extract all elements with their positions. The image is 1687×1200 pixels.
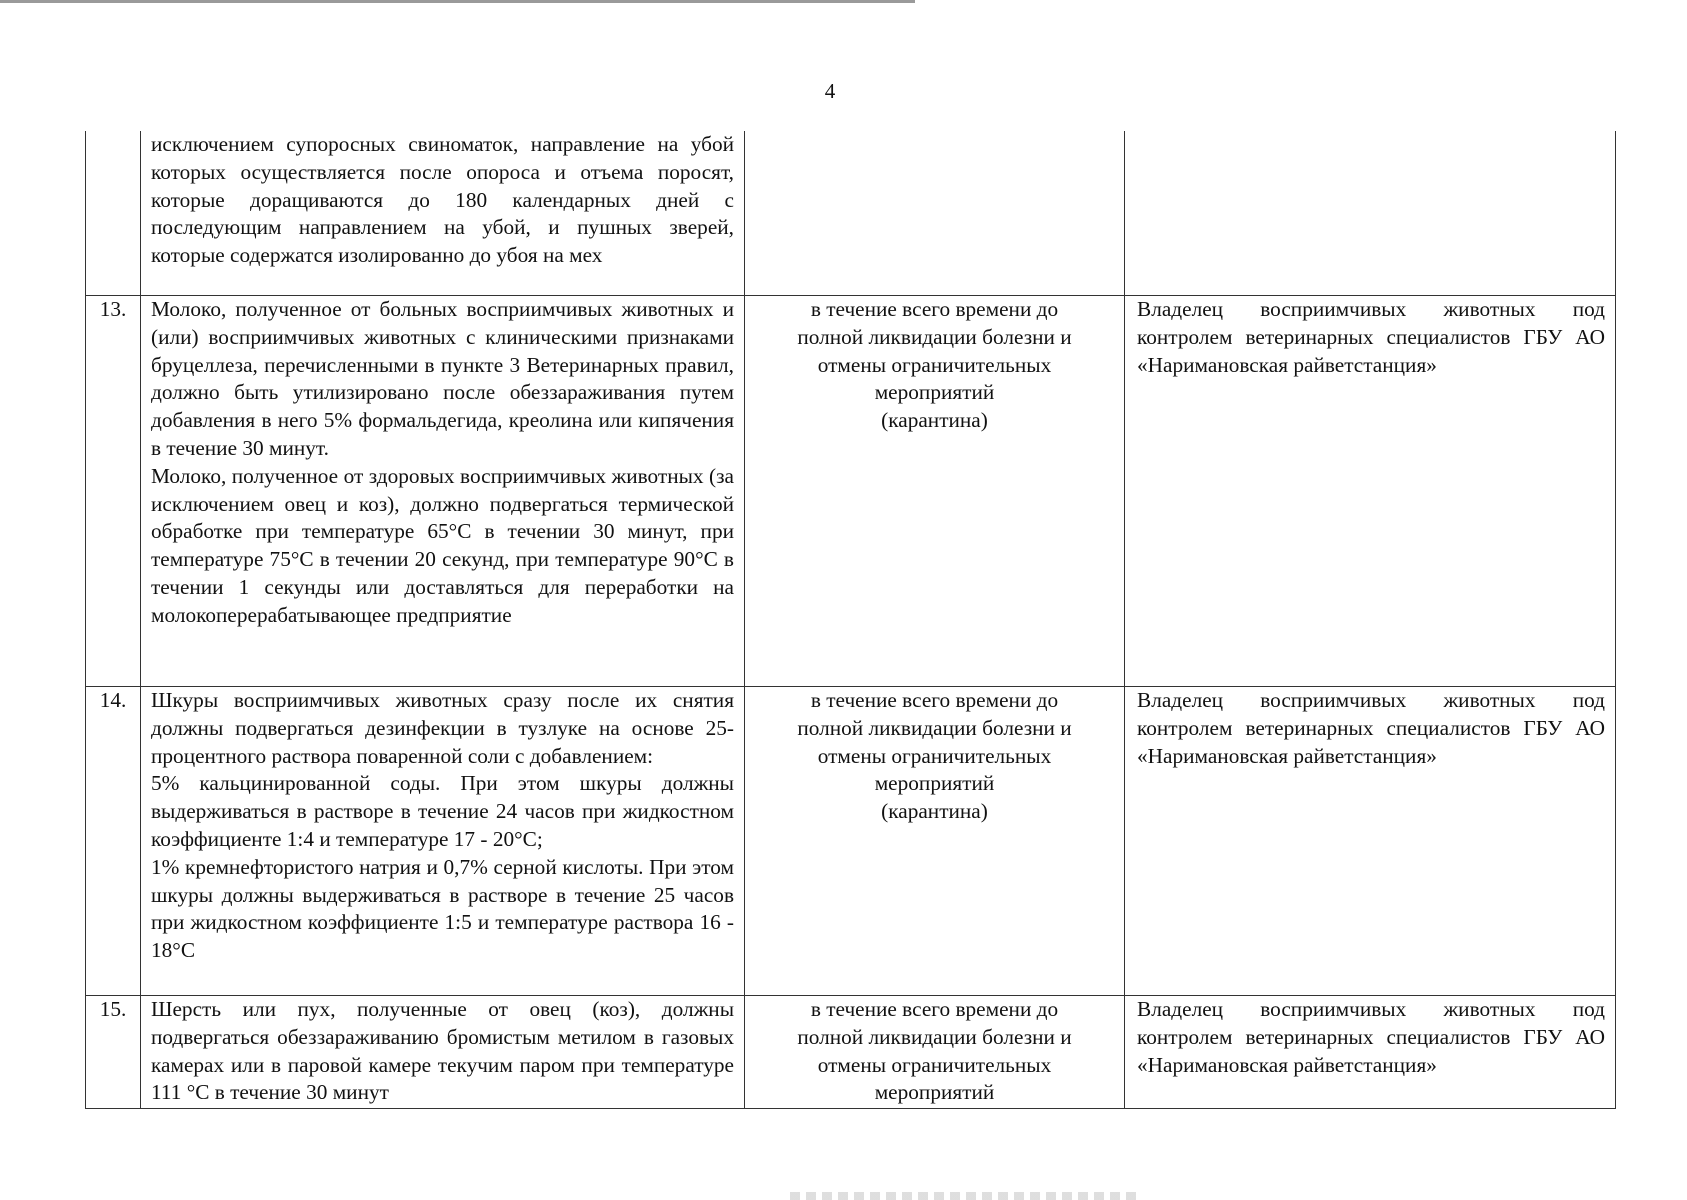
scan-edge-artifact [0,0,915,3]
table-row-15 [86,996,1616,1109]
measure-cell [141,687,745,996]
term-line: (карантина) [881,799,988,824]
row-number: 14. [86,687,141,996]
term-line: полной ликвидации болезни и [797,1024,1072,1049]
term-line: полной ликвидации болезни и [797,715,1072,740]
term-line: отмены ограничительных [817,743,1052,768]
responsible-cell [1125,131,1616,296]
row-number: 15. [86,996,141,1109]
measure-paragraph: 5% кальцинированной соды. При этом шкуры должны выдерживаться в растворе в течение 24 часов при жидкостном коэффициенте 1:4 и температуре 17 - 20°С; [151,771,734,851]
term-cell [745,996,1125,1109]
measure-paragraph: 1% кремнефтористого натрия и 0,7% серной кислоты. При этом шкуры должны выдерживаться в растворе в течение 25 часов при жидкостном коэффициенте 1:5 и температуре раствора 16 - 18°С [151,854,734,963]
term-line: мероприятий [874,771,995,796]
row-number [86,131,141,296]
page-number: 4 [824,79,836,103]
term-cell [745,296,1125,687]
responsible-cell: Владелец восприимчивых животных под контролем ветеринарных специалистов ГБУ АО «Наримановская райветстанция» [1125,996,1616,1109]
measures-table [85,131,1616,1109]
measure-paragraph: исключением супоросных свиноматок, направление на убой которых осуществляется после опороса и отъема поросят, которые доращиваются до 180 календарных дней с последующим направлением на убой, и пушных зверей, которые содержатся изолированно до убоя на мех [151,132,734,268]
term-line: мероприятий [874,380,995,405]
term-line: в течение всего времени до [810,997,1059,1021]
term-line: в течение всего времени до [810,297,1059,321]
term-line: мероприятий [874,1080,995,1105]
term-cell [745,131,1125,296]
term-line: (карантина) [881,408,988,433]
table-row-continuation [86,131,1616,296]
table-row-13 [86,296,1616,687]
measure-cell [141,996,745,1109]
row-number: 13. [86,296,141,687]
measure-paragraph: Шкуры восприимчивых животных сразу после их снятия должны подвергаться дезинфекции в тузлуке на основе 25-процентного раствора поваренной соли с добавлением: [151,688,734,768]
term-line: полной ликвидации болезни и [797,324,1072,349]
table-row-14 [86,687,1616,996]
measure-cell [141,131,745,296]
measure-paragraph: Молоко, полученное от больных восприимчивых животных и (или) восприимчивых животных с клиническими признаками бруцеллеза, перечисленными в пункте 3 Ветеринарных правил, должно быть утилизировано после обеззараживания путем добавления в него 5% формальдегида, креолина или кипячения в течение 30 минут. [151,297,734,460]
responsible-cell: Владелец восприимчивых животных под контролем ветеринарных специалистов ГБУ АО «Наримановская райветстанция» [1125,687,1616,996]
responsible-cell: Владелец восприимчивых животных под контролем ветеринарных специалистов ГБУ АО «Наримановская райветстанция» [1125,296,1616,687]
term-line: отмены ограничительных [817,1052,1052,1077]
term-cell [745,687,1125,996]
measure-paragraph: Молоко, полученное от здоровых восприимчивых животных (за исключением овец и коз), должно подвергаться термической обработке при температуре 65°С в течении 30 минут, при температуре 75°С в течении 20 секунд, при температуре 90°С в течении 1 секунды или доставляться для переработки на молокоперерабатывающее предприятие [151,463,734,627]
term-line: в течение всего времени до [810,688,1059,712]
measure-cell [141,296,745,687]
term-line: отмены ограничительных [817,352,1052,377]
scan-smudge-artifact [790,1192,1140,1200]
measure-paragraph: Шерсть или пух, полученные от овец (коз), должны подвергаться обеззараживанию бромистым метилом в газовых камерах или в паровой камере текучим паром при температуре 111 °С в течение 30 минут [151,997,734,1105]
